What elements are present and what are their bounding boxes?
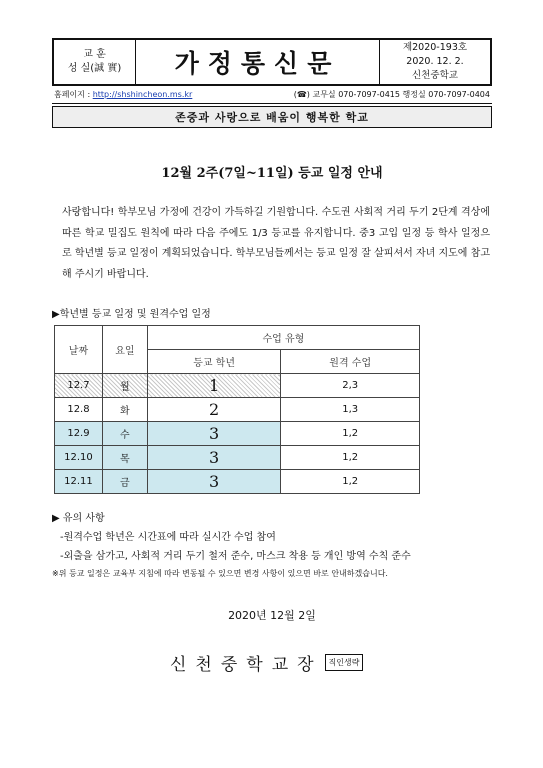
row-remote-grades: 2,3	[281, 374, 420, 398]
table-row	[55, 422, 420, 446]
document-title: 12월 2주(7일~11일) 등교 일정 안내	[161, 166, 383, 181]
table-row	[55, 446, 420, 470]
masthead-title: 가정통신문	[136, 40, 380, 84]
school-slogan: 존중과 사랑으로 배움이 행복한 학교	[52, 106, 492, 128]
row-attend-grade: 2	[147, 398, 281, 422]
row-date: 12.8	[55, 398, 103, 422]
row-remote-grades: 1,2	[281, 422, 420, 446]
school-name: 신천중학교	[412, 70, 458, 81]
row-attend-grade: 3	[147, 422, 281, 446]
table-header-row	[55, 326, 420, 350]
header-remote-class: 원격 수업	[281, 350, 420, 374]
header-class-type: 수업 유형	[147, 326, 419, 350]
row-attend-grade: 3	[147, 446, 281, 470]
row-remote-grades: 1,2	[281, 470, 420, 494]
row-day: 수	[102, 422, 147, 446]
header-date: 날짜	[55, 326, 103, 374]
row-attend-grade: 1	[147, 374, 281, 398]
row-remote-grades: 1,2	[281, 446, 420, 470]
header-day: 요일	[102, 326, 147, 374]
principal-title: 신천중학교장	[170, 655, 323, 675]
motto-label: 교 훈	[83, 49, 106, 60]
homepage-label: 홈페이지 :	[54, 90, 91, 99]
row-date: 12.7	[55, 374, 103, 398]
row-day: 화	[102, 398, 147, 422]
homepage-link[interactable]: http://shshincheon.ms.kr	[92, 90, 193, 99]
school-motto	[54, 40, 136, 84]
phone-numbers: (☎) 교무실 070-7097-0415 행정실 070-7097-0404	[293, 90, 490, 99]
row-date: 12.9	[55, 422, 103, 446]
principal-signature	[170, 650, 450, 675]
homepage	[54, 89, 192, 100]
table-row	[55, 398, 420, 422]
row-day: 목	[102, 446, 147, 470]
issue-number: 제2020-193호	[402, 42, 468, 53]
newsletter-header	[52, 38, 492, 86]
table-row	[55, 374, 420, 398]
note-item: -원격수업 학년은 시간표에 따라 실시간 수업 참여	[60, 532, 276, 543]
issue-date-footer: 2020년 12월 2일	[228, 609, 316, 622]
intro-paragraph: 사랑합니다! 학부모님 가정에 건강이 가득하길 기원합니다. 수도권 사회적 거리 두기 2단계 격상에 따른 학교 밀집도 원칙에 따라 다음 주에도 1/3 등교를 유지합니다. 중3 고입 일정 등 학사 일정으로 학년별 등교 일정이 계획되었습니다. 학부모님들께서는 등교 일정 잘 살피셔서 자녀 지도에 참고해 주시기 바랍니다.	[62, 207, 490, 280]
issue-date: 2020. 12. 2.	[406, 56, 464, 67]
issue-info	[380, 40, 490, 84]
row-date: 12.10	[55, 446, 103, 470]
schedule-section-title: ▶학년별 등교 일정 및 원격수업 일정	[52, 309, 211, 320]
row-attend-grade: 3	[147, 470, 281, 494]
contact-bar	[52, 86, 492, 104]
seal-omitted-stamp: 직인생략	[325, 654, 364, 671]
notes-section	[52, 509, 492, 581]
table-row	[55, 470, 420, 494]
header-attend-grade: 등교 학년	[147, 350, 281, 374]
row-date: 12.11	[55, 470, 103, 494]
row-day: 월	[102, 374, 147, 398]
note-item: -외출을 삼가고, 사회적 거리 두기 철저 준수, 마스크 착용 등 개인 방역 수칙 준수	[60, 551, 411, 562]
row-day: 금	[102, 470, 147, 494]
schedule-table	[54, 325, 420, 494]
motto-text: 성 실(誠 實)	[67, 63, 122, 74]
notes-title: ▶ 유의 사항	[52, 513, 105, 524]
row-remote-grades: 1,3	[281, 398, 420, 422]
fine-print: ※위 등교 일정은 교육부 지침에 따라 변동될 수 있으면 변경 사항이 있으면 바로 안내하겠습니다.	[52, 569, 388, 578]
